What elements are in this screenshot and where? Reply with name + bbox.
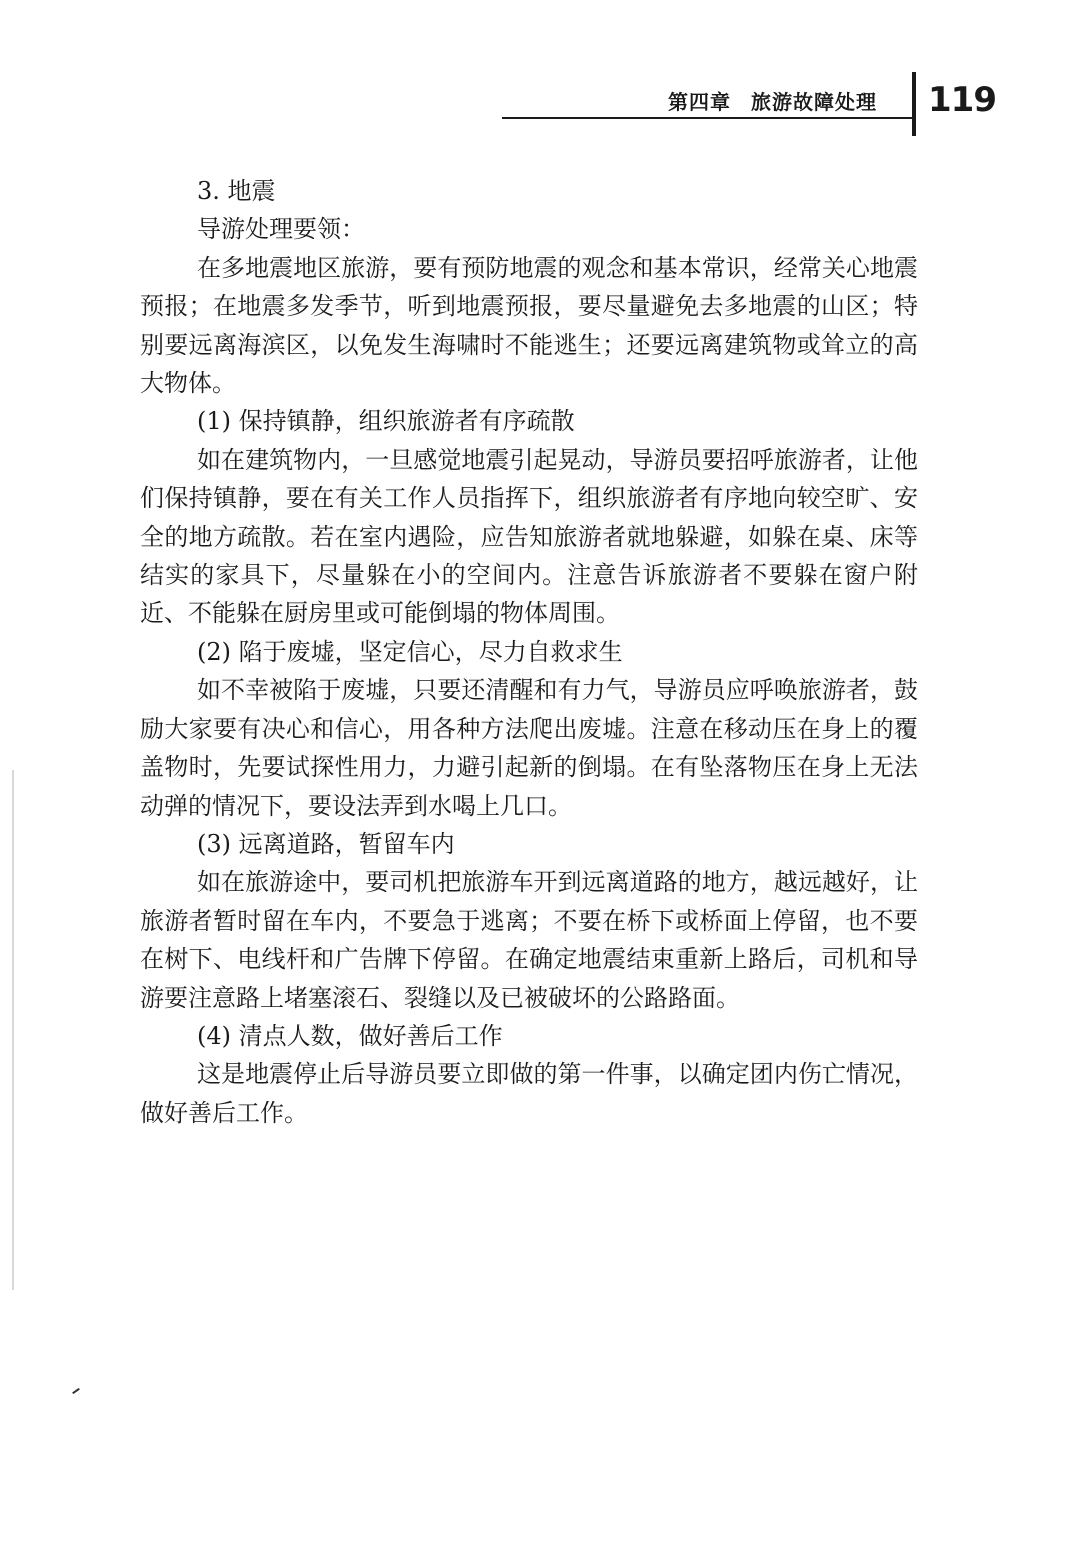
header-rule	[502, 117, 912, 119]
chapter-label: 第四章	[668, 90, 731, 114]
item-heading-2: (2) 陷于废墟，坚定信心，尽力自救求生	[197, 637, 623, 666]
section-title: 3. 地震	[197, 177, 276, 205]
item-body-2: 如不幸被陷于废墟，只要还清醒和有力气，导游员应呼唤旅游者，鼓励大家要有决心和信心，用各种方法爬出废墟。注意在移动压在身上的覆盖物时，先要试探性用力，力避引起新的倒塌。在有坠落物压在身上无法动弹的情况下，要设法弄到水喝上几口。	[140, 676, 918, 820]
intro-label: 导游处理要领：	[197, 215, 365, 244]
header-divider	[912, 72, 916, 136]
page-number: 119	[928, 80, 996, 120]
running-header	[668, 86, 877, 115]
stray-mark	[72, 1388, 80, 1394]
item-heading-1: (1) 保持镇静，组织旅游者有序疏散	[197, 407, 575, 436]
intro-paragraph: 在多地震地区旅游，要有预防地震的观念和基本常识，经常关心地震预报；在地震多发季节，听到地震预报，要尽量避免去多地震的山区；特别要远离海滨区，以免发生海啸时不能逃生；还要远离建筑物或耸立的高大物体。	[140, 253, 918, 398]
page-header	[0, 0, 1080, 140]
item-heading-3: (3) 远离道路，暂留车内	[197, 829, 455, 858]
chapter-title: 旅游故障处理	[751, 90, 877, 114]
page-body	[140, 172, 918, 1132]
item-heading-4: (4) 清点人数，做好善后工作	[197, 1021, 503, 1050]
scan-edge-mark	[12, 770, 14, 1290]
item-body-4: 这是地震停止后导游员要立即做的第一件事，以确定团内伤亡情况，做好善后工作。	[140, 1060, 918, 1127]
item-body-1: 如在建筑物内，一旦感觉地震引起晃动，导游员要招呼旅游者，让他们保持镇静，要在有关工作人员指挥下，组织旅游者有序地向较空旷、安全的地方疏散。若在室内遇险，应告知旅游者就地躲避，如躲在桌、床等结实的家具下，尽量躲在小的空间内。注意告诉旅游者不要躲在窗户附近、不能躲在厨房里或可能倒塌的物体周围。	[140, 445, 918, 628]
item-body-3: 如在旅游途中，要司机把旅游车开到远离道路的地方，越远越好，让旅游者暂时留在车内，不要急于逃离；不要在桥下或桥面上停留，也不要在树下、电线杆和广告牌下停留。在确定地震结束重新上路后，司机和导游要注意路上堵塞滚石、裂缝以及已被破坏的公路路面。	[140, 868, 918, 1012]
